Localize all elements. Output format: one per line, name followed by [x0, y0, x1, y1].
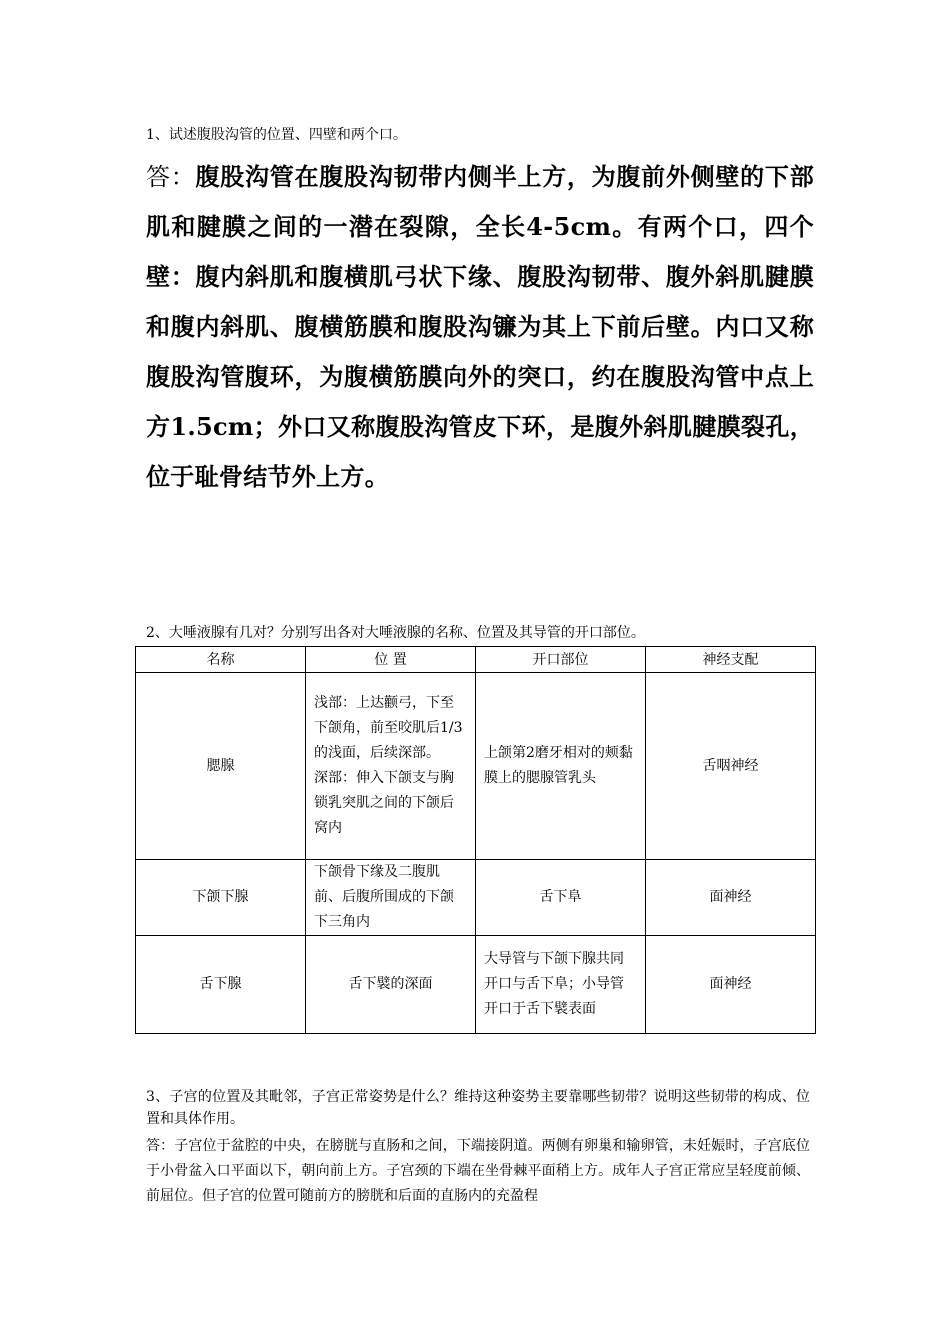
question-1: 1、试述腹股沟管的位置、四壁和两个口。: [146, 127, 407, 143]
question-2: 2、大唾液腺有几对？分别写出各对大唾液腺的名称、位置及其导管的开口部位。: [146, 625, 645, 641]
table-header-row: [136, 647, 816, 673]
position-line: 下颌骨下缘及二腹肌前、后腹所围成的下颌下三角内: [314, 864, 454, 930]
position-line: 舌下襞的深面: [348, 976, 433, 992]
gland-position: [306, 936, 476, 1034]
header-position: 位 置: [306, 647, 476, 673]
answer-3: 答：子宫位于盆腔的中央，在膀胱与直肠和之间，下端接阴道。两侧有卵巢和输卵管，未妊娠时，子宫底位于小骨盆入口平面以下，朝向前上方。子宫颈的下端在坐骨棘平面稍上方。成年人子宫正常应呈轻度前倾、前屈位。但子宫的位置可随前方的膀胱和后面的直肠内的充盈程: [146, 1138, 810, 1204]
table-row: [136, 936, 816, 1034]
gland-name: 腮腺: [136, 673, 306, 860]
gland-position: [306, 673, 476, 860]
gland-position: [306, 860, 476, 936]
gland-nerve: 面神经: [646, 860, 816, 936]
answer-1-prefix: 答：: [146, 163, 196, 191]
gland-opening: 舌下阜: [476, 860, 646, 936]
gland-name: 舌下腺: [136, 936, 306, 1034]
gland-opening: 上颌第2磨牙相对的颊黏膜上的腮腺管乳头: [476, 673, 646, 860]
gland-nerve: 面神经: [646, 936, 816, 1034]
answer-1-text: 腹股沟管在腹股沟韧带内侧半上方，为腹前外侧壁的下部肌和腱膜之间的一潜在裂隙，全长4-5cm。有两个口，四个壁：腹内斜肌和腹横肌弓状下缘、腹股沟韧带、腹外斜肌腱膜和腹内斜肌、腹横筋膜和腹股沟镰为其上下前后壁。内口又称腹股沟管腹环，为腹横筋膜向外的突口，约在腹股沟管中点上方1.5cm；外口又称腹股沟管皮下环，是腹外斜肌腱膜裂孔，位于耻骨结节外上方。: [146, 162, 814, 491]
position-line: 深部：伸入下颌支与胸锁乳突肌之间的下颌后窝内: [314, 770, 454, 836]
table-row: [136, 673, 816, 860]
header-opening: 开口部位: [476, 647, 646, 673]
table-row: [136, 860, 816, 936]
header-name: 名称: [136, 647, 306, 673]
gland-opening: 大导管与下颌下腺共同开口与舌下阜；小导管开口于舌下襞表面: [476, 936, 646, 1034]
salivary-gland-table: [135, 646, 816, 1034]
answer-1: [146, 152, 814, 502]
position-line: 浅部：上达颧弓，下至下颌角，前至咬肌后1/3的浅面，后续深部。: [314, 695, 463, 761]
gland-name: 下颌下腺: [136, 860, 306, 936]
gland-nerve: 舌咽神经: [646, 673, 816, 860]
header-nerve: 神经支配: [646, 647, 816, 673]
question-3: 3、子宫的位置及其毗邻，子宫正常姿势是什么？维持这种姿势主要靠哪些韧带？说明这些韧带的构成、位置和具体作用。: [146, 1089, 810, 1127]
